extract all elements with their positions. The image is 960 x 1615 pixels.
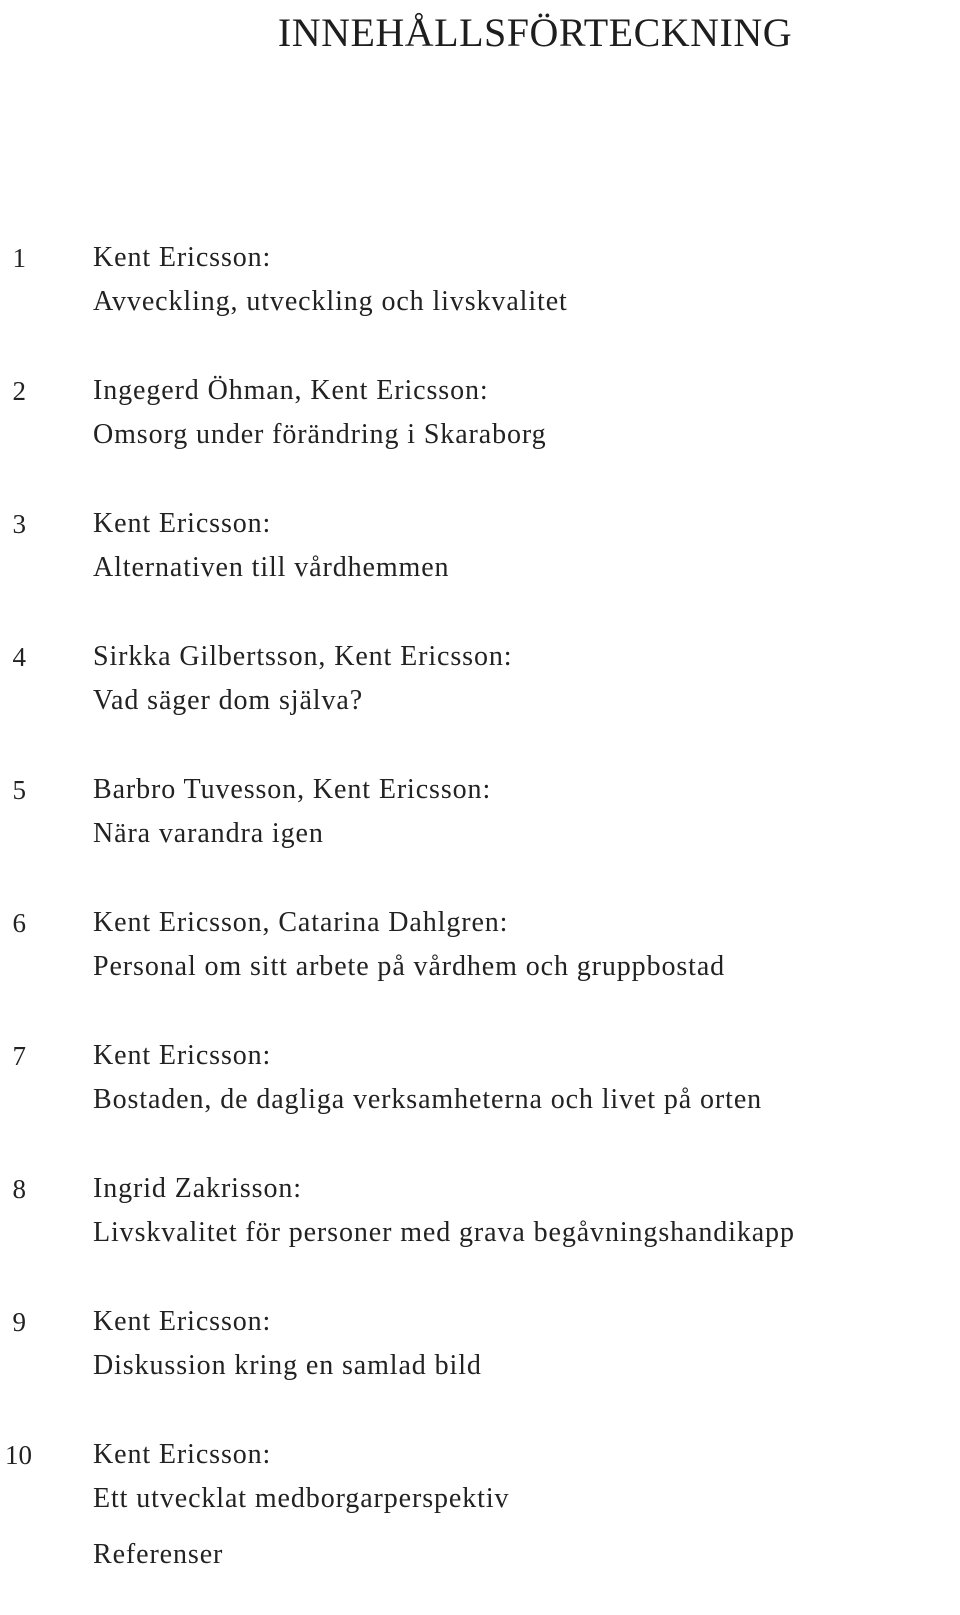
toc-entry-text	[93, 1433, 953, 1521]
toc-entry-authors: Barbro Tuvesson, Kent Ericsson:	[93, 774, 492, 805]
toc-entry-authors: Sirkka Gilbertsson, Kent Ericsson:	[93, 641, 513, 672]
toc-entry-title: Bostaden, de dagliga verksamheterna och livet på orten	[93, 1084, 763, 1115]
toc-entry-4	[0, 635, 960, 768]
toc-entry-authors: Ingegerd Öhman, Kent Ericsson:	[93, 375, 489, 406]
toc-entry-text	[93, 369, 953, 457]
toc-entry-number: 9	[12, 1307, 26, 1337]
toc-entry-1	[0, 236, 960, 369]
toc-entry-9	[0, 1300, 960, 1433]
toc-entry-authors: Kent Ericsson:	[93, 508, 272, 539]
toc-entry-number: 10	[5, 1440, 32, 1470]
toc-entry-number: 4	[12, 642, 26, 672]
toc-entry-authors: Kent Ericsson:	[93, 242, 272, 273]
toc-entry-number: 6	[12, 908, 26, 938]
toc-references: Referenser	[93, 1539, 224, 1570]
toc-entry-2	[0, 369, 960, 502]
toc-entry-title: Diskussion kring en samlad bild	[93, 1350, 482, 1381]
toc-entry-text	[93, 502, 953, 590]
toc-entry-authors: Kent Ericsson:	[93, 1306, 272, 1337]
toc-entry-5	[0, 768, 960, 901]
toc-entry-7	[0, 1034, 960, 1167]
table-of-contents	[0, 236, 960, 1566]
toc-entry-authors: Ingrid Zakrisson:	[93, 1173, 302, 1204]
toc-entry-title: Alternativen till vårdhemmen	[93, 552, 450, 583]
toc-entry-number: 2	[12, 376, 26, 406]
toc-entry-text	[93, 901, 953, 989]
toc-entry-authors: Kent Ericsson:	[93, 1439, 272, 1470]
toc-entry-text	[93, 1167, 953, 1255]
toc-entry-authors: Kent Ericsson:	[93, 1040, 272, 1071]
toc-entry-text	[93, 1300, 953, 1388]
toc-entry-text	[93, 236, 953, 324]
toc-entry-title: Vad säger dom själva?	[93, 685, 364, 716]
toc-entry-number: 8	[12, 1174, 26, 1204]
toc-entry-text	[93, 1034, 953, 1122]
toc-entry-title: Livskvalitet för personer med grava begåvningshandikapp	[93, 1217, 795, 1248]
toc-entry-text	[93, 635, 953, 723]
toc-entry-title: Ett utvecklat medborgarperspektiv	[93, 1483, 510, 1514]
toc-entry-number: 5	[12, 775, 26, 805]
toc-entry-number: 7	[12, 1041, 26, 1071]
toc-entry-title: Personal om sitt arbete på vårdhem och gruppbostad	[93, 951, 726, 982]
toc-entry-authors: Kent Ericsson, Catarina Dahlgren:	[93, 907, 509, 938]
toc-entry-3	[0, 502, 960, 635]
toc-entry-number: 1	[12, 243, 26, 273]
toc-entry-title: Nära varandra igen	[93, 818, 324, 849]
toc-entry-title: Avveckling, utveckling och livskvalitet	[93, 286, 568, 317]
toc-entry-number: 3	[12, 509, 26, 539]
toc-entry-8	[0, 1167, 960, 1300]
toc-entry-6	[0, 901, 960, 1034]
toc-entry-title: Omsorg under förändring i Skaraborg	[93, 419, 547, 450]
toc-entry-text	[93, 768, 953, 856]
page-title: INNEHÅLLSFÖRTECKNING	[277, 10, 793, 55]
